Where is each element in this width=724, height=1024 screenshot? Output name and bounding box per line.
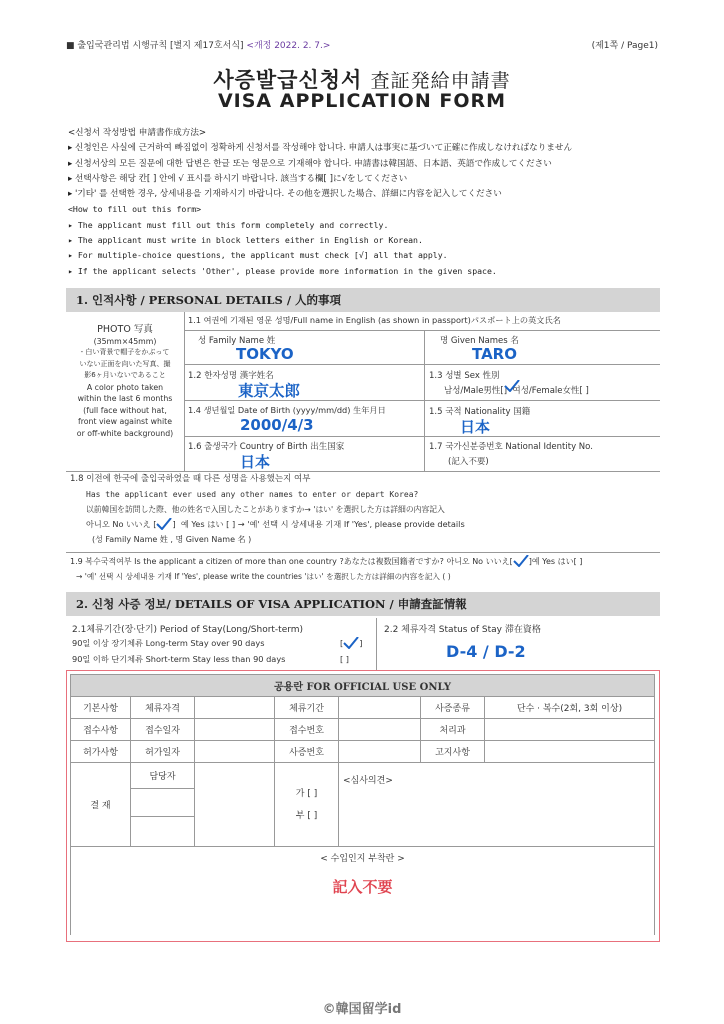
visa-number-label: 사증번호 <box>275 741 339 763</box>
revenue-stamp-area[interactable] <box>71 847 655 935</box>
visa-number-field[interactable] <box>339 741 421 763</box>
visa-type-label: 사증종류 <box>421 697 485 719</box>
revision-date: <개정 2022. 2. 7.> <box>246 41 331 51</box>
regulation-header <box>66 38 330 51</box>
multiple-citizenship-details[interactable]: → '예' 선택 시 상세내용 기재 If 'Yes', please write the countries 'はい' を選択した方は詳細の内容を記入 ( ) <box>76 572 451 581</box>
receipt-info-label: 접수사항 <box>71 719 131 741</box>
full-name-label: 1.1 여권에 기재된 영문 성명/Full name in English (as shown in passport)パスポート上の英文氏名 <box>188 315 561 325</box>
officer-label: 담당자 <box>131 763 195 789</box>
approval-decision <box>275 763 339 847</box>
receipt-number-label: 접수번호 <box>275 719 339 741</box>
long-term-text[interactable]: 90일 이상 장기체류 Long-term Stay over 90 days <box>72 638 265 648</box>
title-japanese: 査証発給申請書 <box>370 70 511 92</box>
instruction-en-line: ▸ The applicant must fill out this form completely and correctly. <box>68 219 389 230</box>
instruction-en-line: ▸ The applicant must write in block letters either in English or Korean. <box>68 235 423 246</box>
instruction-ko-line: ▸ 신청서상의 모든 질문에 대한 답변은 한글 또는 영문으로 기재해야 합니다. 申請書は韓国語、日本語、英語で作成してください <box>68 158 552 169</box>
long-term-box[interactable] <box>340 638 362 648</box>
dob-label: 1.4 생년월일 Date of Birth (yyyy/mm/dd) 生年月日 <box>188 405 386 415</box>
chinese-name-value[interactable]: 東京太郎 <box>238 382 301 400</box>
photo-note-jp: - 白い背景で帽子をかぶって <box>80 348 170 356</box>
period-field-label: 체류기간 <box>275 697 339 719</box>
photo-size: (35mm×45mm) <box>93 336 157 346</box>
period-label: 2.1체류기간(장·단기) Period of Stay(Long/Short-term) <box>72 625 304 635</box>
multiple-citizenship-text[interactable]: 1.9 복수국적여부 Is the applicant a citizen of more than one country ?あなたは複数国籍者ですか? 아니오 No いいえ[ <box>70 557 513 566</box>
instructions-en-heading: <How to fill out this form> <box>68 204 202 215</box>
permit-info-label: 허가사항 <box>71 741 131 763</box>
status-of-stay-label: 2.2 체류자격 Status of Stay 滞在資格 <box>384 625 541 635</box>
official-use-table <box>70 674 655 935</box>
instructions-ko-heading: <신청서 작성방법 申請書作成方法> <box>68 128 207 138</box>
reject-checkbox[interactable]: 부 [ ] <box>295 810 318 821</box>
short-term-text[interactable]: 90일 이하 단기체류 Short-term Stay less than 90 days <box>72 654 286 664</box>
photo-note-en: A color photo taken <box>86 382 164 392</box>
multiple-citizenship-question <box>66 554 660 569</box>
receipt-date-label: 접수일자 <box>131 719 195 741</box>
multiple-citizenship-section <box>66 552 660 584</box>
other-names-section <box>66 472 660 547</box>
section2-title: 2. 신청 사증 정보/ DETAILS OF VISA APPLICATION / 申請査証情報 <box>66 592 660 616</box>
instruction-ko-line: ▸ '기타' 를 선택한 경우, 상세내용을 기재하시기 바랍니다. その他を選択した場合、詳細に内容を記入してください <box>68 189 502 200</box>
other-names-no-close: ] <box>172 519 176 529</box>
photo-note-en: (full face without hat, <box>83 405 167 415</box>
officer-sign-box[interactable] <box>131 789 195 817</box>
visa-type-field[interactable]: 단수 · 복수(2회, 3회 이상) <box>485 697 655 719</box>
revenue-stamp-label: < 수입인지 부착란 > <box>320 854 405 864</box>
given-name-value[interactable]: TARO <box>472 345 517 363</box>
photo-placeholder <box>66 324 184 439</box>
basic-info-label: 기본사항 <box>71 697 131 719</box>
receipt-number-field[interactable] <box>339 719 421 741</box>
photo-note-en: within the last 6 months <box>77 394 173 403</box>
national-id-value[interactable]: (記入不要) <box>448 457 489 467</box>
other-names-no-option[interactable]: 아니오 No いいえ [ <box>86 519 157 529</box>
processing-dept-label: 처리과 <box>421 719 485 741</box>
visa-details <box>66 618 660 670</box>
family-name-value[interactable]: TOKYO <box>236 345 294 363</box>
birth-country-label: 1.6 출생국가 Country of Birth 出生国家 <box>188 442 345 452</box>
other-names-question-en: Has the applicant ever used any other names to enter or depart Korea? <box>86 490 419 499</box>
officer-sign-box[interactable] <box>131 817 195 847</box>
page-number: (제1쪽 / Page1) <box>591 41 658 51</box>
nationality-label: 1.5 국적 Nationality 国籍 <box>429 407 531 417</box>
instruction-en-line: ▸ For multiple-choice questions, the applicant must check [√] all that apply. <box>68 250 448 261</box>
review-opinion-label: <심사의견> <box>343 776 393 786</box>
permit-date-label: 허가일자 <box>131 741 195 763</box>
approval-signature-area[interactable] <box>195 763 275 847</box>
status-label: 체류자격 <box>131 697 195 719</box>
title-korean: 사증발급신청서 <box>213 68 363 92</box>
permit-date-field[interactable] <box>195 741 275 763</box>
other-names-options <box>66 517 660 532</box>
copyright-watermark: ©韓国留学id <box>322 1002 402 1017</box>
status-field[interactable] <box>195 697 275 719</box>
regulation-text: ■ 출입국관리법 시행규칙 [별지 제17호서식] <box>66 41 244 51</box>
sex-female-option[interactable]: 여성/Female女性[ ] <box>512 386 589 396</box>
other-names-question-ko: 1.8 이전에 한국에 출입국하였을 때 다른 성명을 사용했는지 여부 <box>70 474 311 484</box>
chinese-name-label: 1.2 한자성명 漢字姓名 <box>188 371 274 381</box>
long-term-option <box>72 638 363 649</box>
processing-dept-field[interactable] <box>485 719 655 741</box>
review-opinion-area[interactable] <box>339 763 655 847</box>
birth-country-value[interactable]: 日本 <box>240 453 271 471</box>
sex-options <box>444 384 589 396</box>
official-use-heading: 공용란 FOR OFFICIAL USE ONLY <box>71 675 655 697</box>
photo-note-jp: いない正面を向いた写真、撮 <box>79 359 171 368</box>
photo-title: PHOTO 写真 <box>97 324 153 335</box>
photo-note-en: front view against white <box>77 417 172 426</box>
official-use-box <box>66 670 660 942</box>
personal-details-grid <box>66 312 660 472</box>
notice-label: 고지사항 <box>421 741 485 763</box>
status-of-stay-value[interactable]: D-4 / D-2 <box>446 642 526 661</box>
approval-label: 결 재 <box>71 763 131 847</box>
multiple-citizenship-yes[interactable]: ]예 Yes はい[ ] <box>528 557 583 566</box>
sex-male-close: ] <box>503 386 508 396</box>
other-names-yes-option[interactable]: 예 Yes はい [ ] → '예' 선택 시 상세내용 기재 If 'Yes', please provide details <box>180 519 465 529</box>
sex-label: 1.3 성별 Sex 性別 <box>429 371 500 381</box>
long-term-box-close: ] <box>359 638 363 648</box>
instruction-en-line: ▸ If the applicant selects 'Other', please provide more information in the given space. <box>68 265 497 276</box>
instruction-ko-line: ▸ 신청인은 사실에 근거하여 빠짐없이 정확하게 신청서를 작성해야 합니다. 申請人は事実に基づいて正確に作成しなければなりません <box>68 143 573 154</box>
revenue-stamp-note: 記入不要 <box>332 878 393 896</box>
photo-note-en: or off-white background) <box>76 428 174 438</box>
dob-value[interactable]: 2000/4/3 <box>240 416 314 434</box>
other-names-fields[interactable]: (성 Family Name 姓 , 명 Given Name 名 ) <box>92 535 252 544</box>
instructions <box>68 126 668 279</box>
national-id-label: 1.7 국가신분증번호 National Identity No. <box>429 442 593 452</box>
long-term-box-open: [ <box>340 638 344 648</box>
notice-field[interactable] <box>485 741 655 763</box>
section1-title: 1. 인적사항 / PERSONAL DETAILS / 人的事項 <box>66 288 660 312</box>
receipt-date-field[interactable] <box>195 719 275 741</box>
form-title-english: VISA APPLICATION FORM <box>217 90 507 112</box>
sex-male-option[interactable]: 남성/Male男性[ <box>444 386 504 396</box>
photo-note-jp: 影6ヶ月いないであること <box>84 371 166 379</box>
short-term-box[interactable]: [ ] <box>340 654 349 664</box>
family-name-label: 성 Family Name 姓 <box>198 336 276 346</box>
nationality-value[interactable]: 日本 <box>460 418 491 436</box>
approve-checkbox[interactable]: 가 [ ] <box>295 788 318 799</box>
given-name-label: 명 Given Names 名 <box>440 336 519 346</box>
period-field[interactable] <box>339 697 421 719</box>
short-term-option <box>72 654 349 665</box>
instruction-ko-line: ▸ 선택사항은 해당 칸[ ] 안에 √ 표시를 하시기 바랍니다. 該当する欄[ ]に√をしてください <box>68 173 408 184</box>
other-names-question-jp: 以前韓国を訪問した際、他の姓名で入国したことがありますか→ 'はい' を選択した方は詳細の内容記入 <box>86 505 445 514</box>
